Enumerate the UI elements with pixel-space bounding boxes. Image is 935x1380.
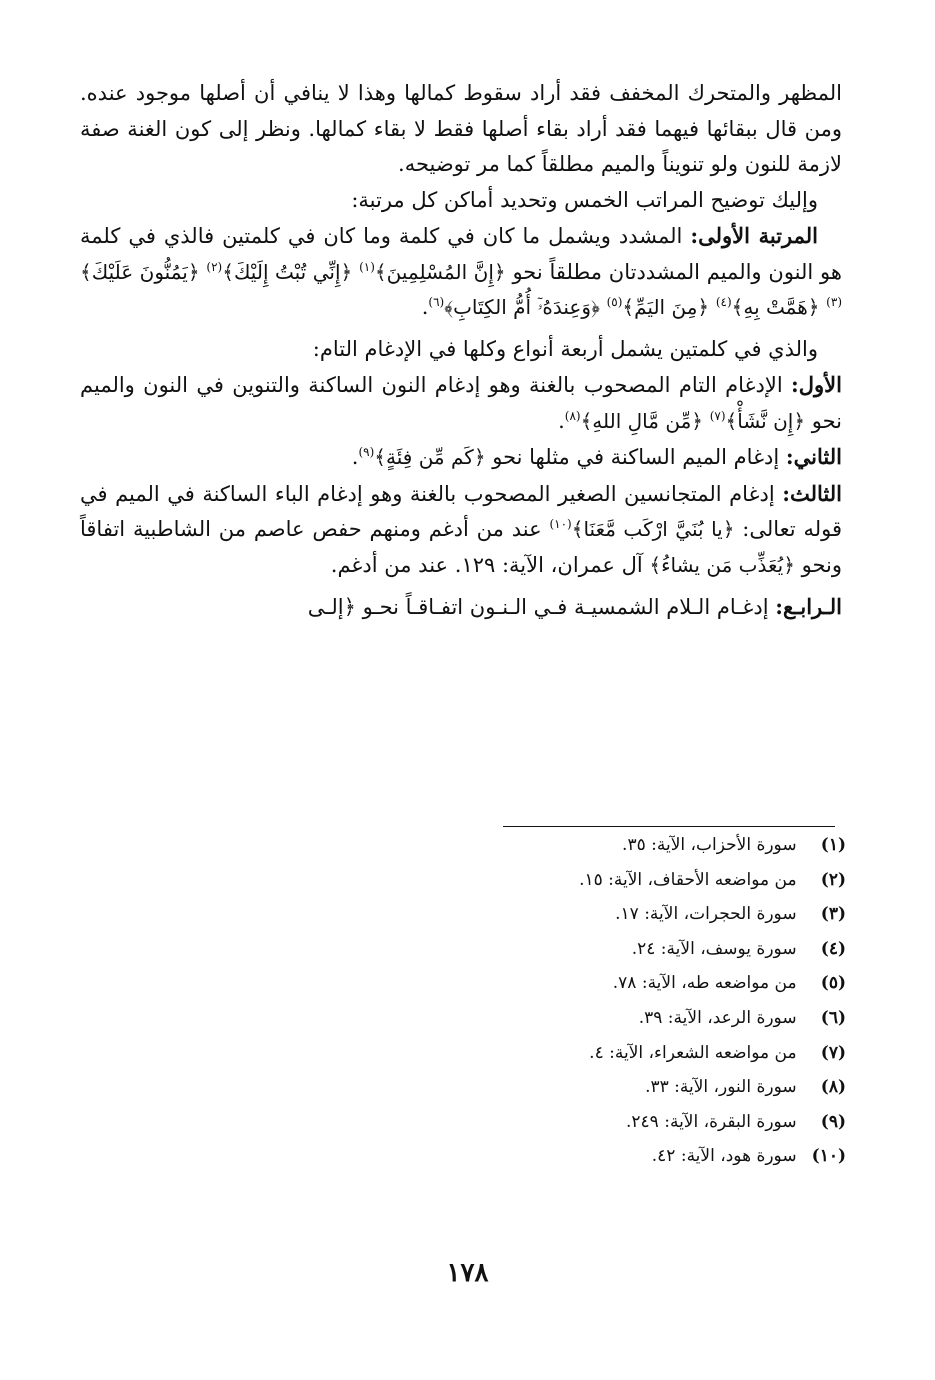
sentence-end: . (558, 408, 565, 433)
footnote-text: سورة الرعد، الآية: ٣٩. (638, 1007, 797, 1028)
footnote-item (500, 966, 846, 1001)
footnote-ref-7: (٧) (709, 408, 726, 423)
third-type-text: إدغام المتجانسين الصغير المصحوب بالغنة وهو إدغام الباء الساكنة في الميم في قوله تعالى: (80, 481, 842, 541)
footnote-item (500, 1001, 846, 1036)
footnote-text: سورة يوسف، الآية: ٢٤. (631, 938, 797, 959)
footnote-number: (٧) (820, 1042, 846, 1063)
second-type-text: إدغام الميم الساكنة في مثلها نحو (492, 445, 780, 469)
footnote-number: (١٠) (811, 1146, 846, 1167)
rank-one-text: المشدد ويشمل ما كان في كلمة وما كان في كلمتين فالذي في كلمة هو النون والميم المشددتان مطلقاً نحو (80, 224, 842, 284)
footnotes-list (500, 828, 846, 1174)
verse-7: ﴿إِن نَّشَأْ﴾ (725, 408, 806, 433)
third-type-text-3: آل عمران، الآية: ١٢٩. عند من أدغم. (330, 552, 643, 577)
footnote-item (500, 828, 846, 863)
footnote-ref-1: (١) (359, 259, 375, 274)
verse-8: ﴿مِّن مَّالِ اللهِ﴾ (580, 408, 703, 433)
footnote-ref-5: (٥) (606, 295, 623, 309)
footnote-item (500, 1139, 846, 1174)
verse-4: ﴿هَمَّتْ بِهِ﴾ (731, 295, 820, 319)
footnote-ref-4: (٤) (715, 295, 732, 309)
footnote-item (500, 1070, 846, 1105)
paragraph-second-type (80, 439, 842, 476)
footnote-text: من مواضعه طه، الآية: ٧٨. (612, 973, 797, 994)
first-type-label: الأول: (791, 372, 842, 397)
verse-2: ﴿إِنِّي تُبْتُ إِلَيْكَ﴾ (222, 259, 353, 284)
footnote-item (500, 1036, 846, 1071)
paragraph-ranks-intro: وإليك توضيح المراتب الخمس وتحديد أماكن كل مرتبة: (351, 187, 818, 212)
footnote-text: سورة الحجرات، الآية: ١٧. (615, 904, 797, 925)
verse-5: ﴿مِنَ اليَمِّ﴾ (622, 295, 710, 319)
verse-1: ﴿إِنَّ المُسْلِمِينَ﴾ (374, 259, 506, 284)
footnote-number: (١) (820, 835, 846, 855)
footnote-text: سورة هود، الآية: ٤٢. (651, 1146, 797, 1167)
footnote-ref-9: (٩) (358, 445, 375, 459)
page-number: ١٧٨ (446, 1258, 489, 1288)
footnote-text: سورة النور، الآية: ٣٣. (645, 1077, 797, 1098)
verse-11: ﴿يُعَذِّب مَن يشاءُ﴾ (649, 552, 795, 577)
footnote-ref-3: (٣) (826, 295, 842, 309)
footnote-text: سورة البقرة، الآية: ٢٤٩. (626, 1111, 797, 1132)
footnote-item (500, 897, 846, 932)
footnote-ref-10: (١٠) (549, 517, 572, 531)
fourth-type-text: إدغـام الـلام الشمسيـة فـي الـنـون اتفـاقـاً نحـو ﴿إلـى (307, 595, 769, 619)
rank-one-label: المرتبة الأولى: (690, 223, 818, 248)
first-type-text: الإدغام التام المصحوب بالغنة وهو إدغام النون الساكنة والتنوين في النون والميم نحو (80, 373, 842, 433)
second-type-label: الثاني: (785, 444, 842, 469)
footnote-item (500, 863, 846, 898)
footnote-ref-6: (٦) (428, 295, 445, 309)
paragraph-first-type (80, 367, 842, 439)
footnote-text: من مواضعه الأحقاف، الآية: ١٥. (579, 869, 797, 890)
verse-10: ﴿يا بُنَيَّ ارْكَب مَّعَنَا﴾ (571, 517, 735, 541)
footnote-number: (٤) (820, 938, 846, 959)
fourth-type-label: الـرابـع: (775, 594, 842, 619)
paragraph-two-words: والذي في كلمتين يشمل أربعة أنواع وكلها في الإدغام التام: (312, 336, 818, 361)
footnote-ref-2: (٢) (206, 259, 223, 274)
footnote-item (500, 932, 846, 967)
footnote-text: من مواضعه الشعراء، الآية: ٤. (589, 1042, 797, 1063)
paragraph-third-type (80, 476, 842, 584)
footnote-ref-8: (٨) (564, 408, 581, 423)
footnote-number: (٣) (820, 904, 846, 925)
verse-6: ﴿وَعِندَهُۥٓ أُمُّ الكِتَابِ﴾ (444, 295, 600, 319)
sentence-end: . (351, 445, 359, 469)
footnote-number: (٢) (820, 869, 846, 890)
verse-9: ﴿كَم مِّن فِئَةٍ﴾ (374, 445, 486, 469)
footnote-divider (503, 826, 835, 827)
paragraph-fourth-type (80, 589, 842, 626)
body-text (80, 76, 842, 626)
paragraph-intro: المظهر والمتحرك المخفف فقد أراد سقوط كمالها وهذا لا ينافي أن أصلها موجود عنده. ومن قال ببقائها فيهما فقد أراد بقاء أصلها فقط لا بقاء كمالها. ونظر إلى كون الغنة صفة لازمة للنون ولو تنويناً والميم مطلقاً كما مر توضيحه. (80, 81, 842, 176)
footnote-text: سورة الأحزاب، الآية: ٣٥. (622, 835, 797, 855)
third-type-label: الثالث: (782, 480, 842, 506)
footnote-number: (٨) (820, 1077, 846, 1098)
footnote-item (500, 1105, 846, 1140)
footnote-number: (٥) (820, 973, 846, 994)
verse-3: ﴿يَمُنُّونَ عَلَيْكَ﴾ (80, 259, 200, 284)
footnote-number: (٦) (820, 1007, 846, 1028)
paragraph-rank-one (80, 218, 842, 326)
sentence-end: . (421, 295, 429, 319)
footnote-number: (٩) (820, 1111, 846, 1132)
third-type-text-2: عند من أدغم ومنهم حفص عاصم من الشاطبية اتفاقاً ونحو (80, 517, 842, 577)
